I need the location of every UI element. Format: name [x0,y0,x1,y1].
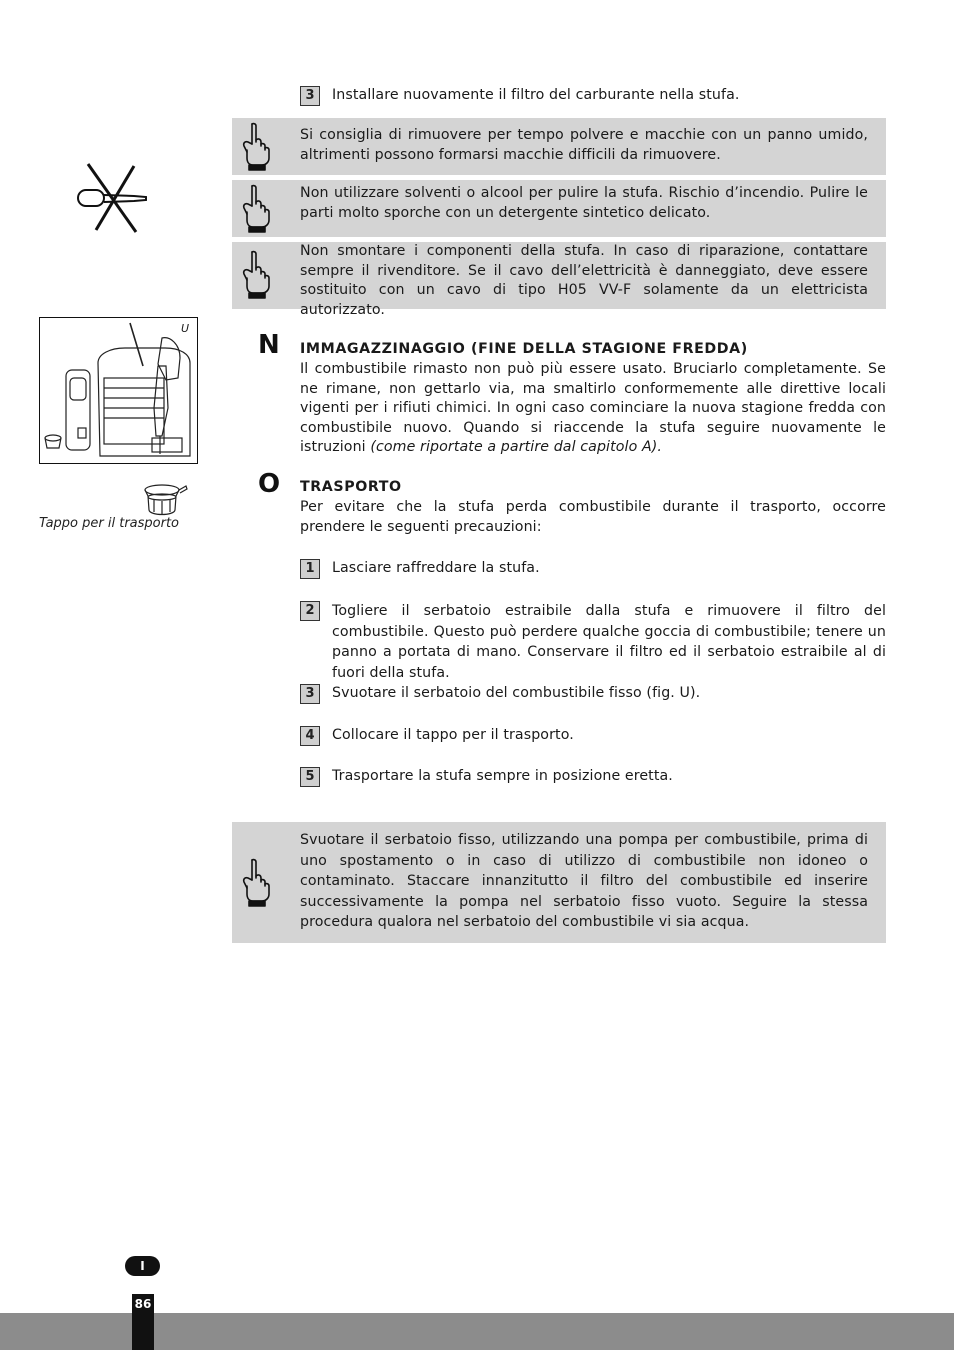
figure-label: U [180,322,189,335]
step-number: 1 [300,559,320,579]
pointing-hand-icon [239,250,271,300]
note-box [232,180,886,237]
step-number: 3 [300,86,320,106]
step-number: 5 [300,767,320,787]
step-text: Collocare il tappo per il trasporto. [332,727,574,743]
figure-u [39,317,198,464]
page-number: 86 [134,1297,152,1311]
step-text: Trasportare la stufa sempre in posizione eretta. [332,768,673,784]
step-number: 4 [300,726,320,746]
section-title: IMMAGAZZINAGGIO (FINE DELLA STAGIONE FREDDA) [300,341,748,357]
step-number: 2 [300,601,320,621]
step-text: Svuotare il serbatoio del combustibile fisso (fig. U). [332,685,701,701]
section-body-text: Il combustibile rimasto non può più essere usato. Bruciarlo completamente. Se ne rimane, non gettarlo via, ma smaltirlo conformemente alle direttive locali vigenti per i rifiuti chimici. In ogni caso cominciare la nuova stagione fredda con combustibile nuovo. Quando si riaccende la stufa seguire nuovamente le istruzioni [300,361,886,456]
note-box [232,242,886,318]
section-letter: O [258,469,281,499]
note-text: Si consiglia di rimuovere per tempo polvere e macchie con un panno umido, altrimenti possono formarsi macchie difficili da rimuovere. [300,127,868,163]
note-text: Non utilizzare solventi o alcool per pulire la stufa. Rischio d’incendio. Pulire le parti molto sporche con un detergente sintetico delicato. [300,185,868,221]
note-box [232,118,886,175]
step-text: Lasciare raffreddare la stufa. [332,560,540,576]
section-title: TRASPORTO [300,479,402,495]
no-screwdriver-icon [74,162,154,234]
section-body-italic: (come riportate a partire dal capitolo A). [370,439,663,456]
language-badge: I [125,1256,160,1276]
section-body [300,360,886,458]
step-text: Togliere il serbatoio estraibile dalla stufa e rimuovere il filtro del combustibile. Questo può perdere qualche goccia di combustibile; tenere un panno a portata di mano. Conservare il filtro ed il serbatoio estraibile al di fuori della stufa. [332,603,886,681]
step-text: Installare nuovamente il filtro del carburante nella stufa. [332,87,740,103]
section-intro: Per evitare che la stufa perda combustibile durante il trasporto, occorre prendere le seguenti precauzioni: [300,499,886,535]
pointing-hand-icon [239,122,271,172]
pointing-hand-icon [239,858,271,908]
note-box [232,822,886,943]
stove-pump-illustration [40,318,197,463]
note-text: Non smontare i componenti della stufa. In caso di riparazione, contattare sempre il rivenditore. Se il cavo dell’elettricità è danneggiato, deve essere sostituito con un cavo di tipo H05 VV-F solamente da un elettricista autorizzato. [300,243,868,318]
step-number: 3 [300,684,320,704]
cap-caption: Tappo per il trasporto [39,516,179,531]
note-text: Svuotare il serbatoio fisso, utilizzando una pompa per combustibile, prima di uno spostamento o in caso di utilizzo di combustibile non idoneo o contaminato. Staccare innanzitutto il filtro del combustibile ed inserire successivamente la pompa nel serbatoio fisso vuoto. Seguire la stessa procedura qualora nel serbatoio del combustibile vi sia acqua. [300,832,868,931]
pointing-hand-icon [239,184,271,234]
section-letter: N [258,330,280,360]
